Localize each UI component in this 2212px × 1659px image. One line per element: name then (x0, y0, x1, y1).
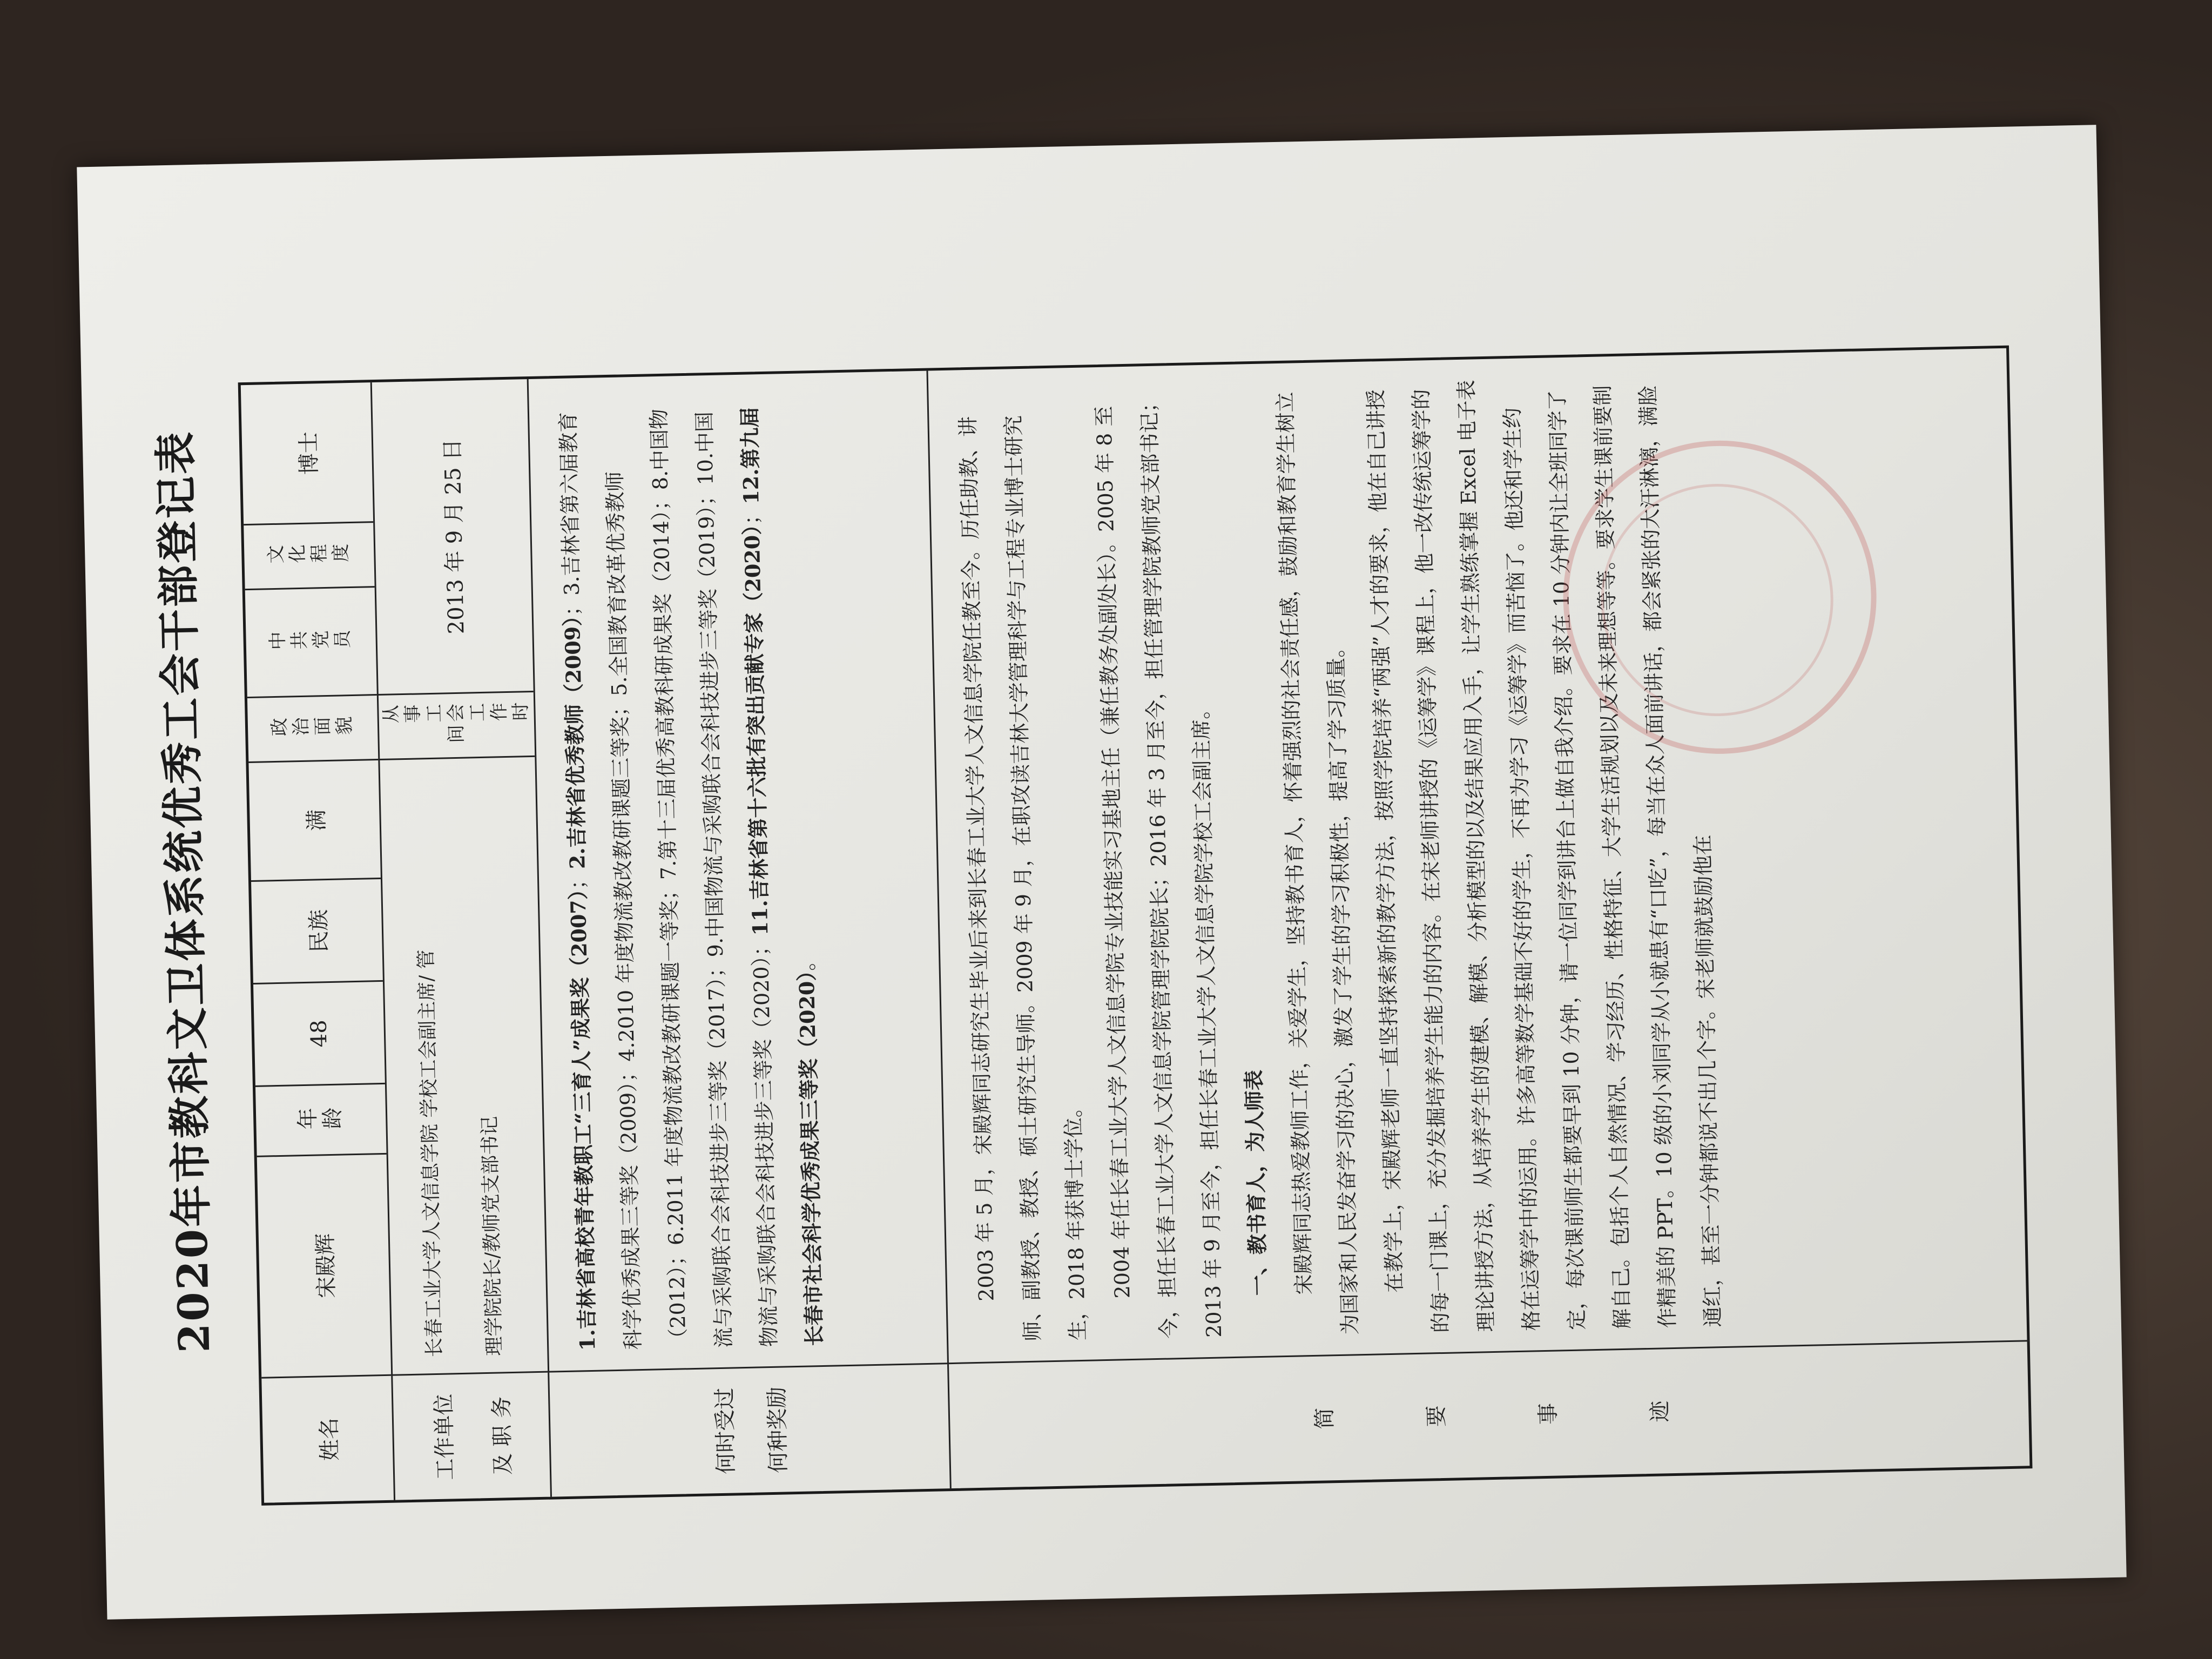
awards-label-line-1: 何时受过 (712, 1387, 739, 1475)
award-separator-2: ； (739, 504, 764, 525)
deeds-label-char-1: 简 (1312, 1407, 1338, 1430)
age-label-cell (255, 1084, 387, 1157)
deeds-text-cell (926, 348, 2029, 1365)
age-value-cell (253, 982, 385, 1087)
education-label-cell (244, 523, 374, 590)
deeds-paragraph-2: 2004 年任长春工业大学人文信息学院专业技能实习基地主任（兼任教务处副处长）。2005 年 8 至今，担任长春工业大学人文信息学院管理学院院长；2016 年 3 月至今，担任管理学院教师党支部书记；2013 年 9 月至今，担任长春工业大学人文信息学院学校工会副主席。 (1091, 392, 1226, 1339)
deeds-paragraph-4: 在教学上，宋殿辉老师一直坚持探索新的教学方法，按照学院培养“两强”人才的要求，他在自己讲授的每一门课上，充分发掘培养学生能力的内容。在宋老师讲授的《运筹学》课程上，他一改传统运筹学的理论讲授方法，从培养学生的建模、解模、分析模型的以及结果应用入手，让学生熟练掌握 Excel 电子表格在运筹学中的运用。许多高等数学基础不好的学生，不再为学习《运筹学》而苦恼了。他还和学生约定，每次课前师生都要早到 10 分钟，请一位同学到讲台上做自我介绍。要求在 10 分钟内让全班同学了解自己。包括个人自然情况、学习经历、性格特征、大学生活规划以及未来理想等等。要求学生课前要制作精美的 PPT。10 级的小刘同学从小就患有“口吃”，每当在众人面前讲话，都会紧张的大汗淋漓，满脸通红，甚至一分钟都说不出几个字。宋老师就鼓励他在 (1364, 379, 1725, 1333)
unit-label-cell (391, 1373, 550, 1500)
deeds-paragraph-3: 宋殿辉同志热爱教师工作，关爱学生，坚持教书育人，怀着强烈的社会责任感，鼓励和教育学生树立为国家和人民发奋学习的决心，激发了学生的学习积极性，提高了学习质量。 (1273, 392, 1363, 1336)
politics-label: 政治面貌 (269, 716, 356, 740)
education-value: 博士 (296, 431, 322, 475)
education-label: 文化程度 (265, 543, 353, 568)
education-value-cell (241, 382, 373, 525)
age-label: 年龄 (295, 1107, 346, 1134)
document-title: 2020年市教科文卫体系统优秀工会干部登记表 (151, 429, 220, 1353)
award-list: ；3.吉林省第六届教育科学优秀成果三等奖（2009）；4.2010 年度物流教改教研课题三等奖；5.全国教育改革优秀教师（2012）；6.2011 年度物流教改教研课题一等奖；7.第十三届优秀高教科研成果奖（2014）；8.中国物流与采购联合会科技进步三等奖（2017）；9.中国物流与采购联合会科技进步三等奖（2019）；10.中国物流与采购联合会科技进步三等奖（2020）； (556, 408, 781, 1350)
deeds-heading: 一、教书育人，为人师表 (1241, 1069, 1271, 1296)
awards-text-cell (527, 371, 947, 1373)
age-value: 48 (306, 1019, 332, 1048)
unit-label-line-2: 及 职 务 (489, 1396, 516, 1475)
unit-value-line-1: 长春工业大学人文信息学院 学校工会副主席/ 管 (415, 949, 446, 1358)
ethnicity-label: 民族 (306, 909, 332, 953)
unit-value-line-2: 理学院院长/教师党支部书记 (478, 1116, 506, 1357)
union-time-label: 从事工会工作时间 (380, 702, 532, 747)
awards-label-cell (548, 1364, 950, 1496)
name-value-cell (257, 1155, 392, 1379)
deeds-label-cell (947, 1341, 2032, 1488)
official-seal-inner-ring (1599, 482, 1836, 719)
unit-value-cell (378, 757, 548, 1376)
ethnicity-label-cell (251, 879, 383, 984)
award-expert: 11.吉林省第十六批有突出贡献专家（2020） (739, 524, 773, 936)
unit-label-line-1: 工作单位 (431, 1393, 458, 1481)
registration-form (238, 346, 2033, 1506)
union-time-value: 2013 年 9 月 25 日 (440, 439, 469, 635)
deeds-paragraph-1: 2003 年 5 月，宋殿辉同志研究生毕业后来到长春工业大学人文信息学院任教至今。历任助教、讲师、副教授、教授、硕士研究生导师。2009 年 9 月，在职攻读吉林大学管理科学与工程专业博士研究生，2018 年获博士学位。 (956, 415, 1090, 1342)
ethnicity-value-cell (248, 760, 381, 882)
document-page (77, 125, 2127, 1620)
award-separator: ； (565, 868, 590, 890)
name-value: 宋殿辉 (313, 1233, 339, 1299)
deeds-label-char-4: 迹 (1647, 1400, 1673, 1423)
politics-value-cell (245, 588, 377, 698)
name-label: 姓名 (316, 1417, 343, 1461)
awards-label-line-2: 何种奖励 (764, 1386, 791, 1474)
name-label-cell (261, 1376, 394, 1503)
deeds-label-char-3: 事 (1535, 1402, 1561, 1425)
politics-value: 中共党员 (267, 630, 355, 654)
award-three-educations: 吉林省高校青年教职工“三育人”成果奖（2007） (565, 889, 599, 1330)
union-time-label-cell (377, 692, 535, 760)
ethnicity-value: 满 (304, 809, 329, 832)
politics-label-cell (247, 696, 378, 763)
deeds-label-char-2: 要 (1424, 1405, 1449, 1427)
award-number-1: 1. (575, 1329, 600, 1351)
rotated-form (115, 150, 2088, 1595)
award-excellent-teacher: 2.吉林省优秀教师（2009） (559, 616, 590, 869)
award-social-science: 12.第九届长春市社会科学优秀成果三等奖（2020） (737, 407, 827, 1346)
award-end: 。 (794, 950, 819, 972)
union-time-value-cell (370, 379, 534, 696)
